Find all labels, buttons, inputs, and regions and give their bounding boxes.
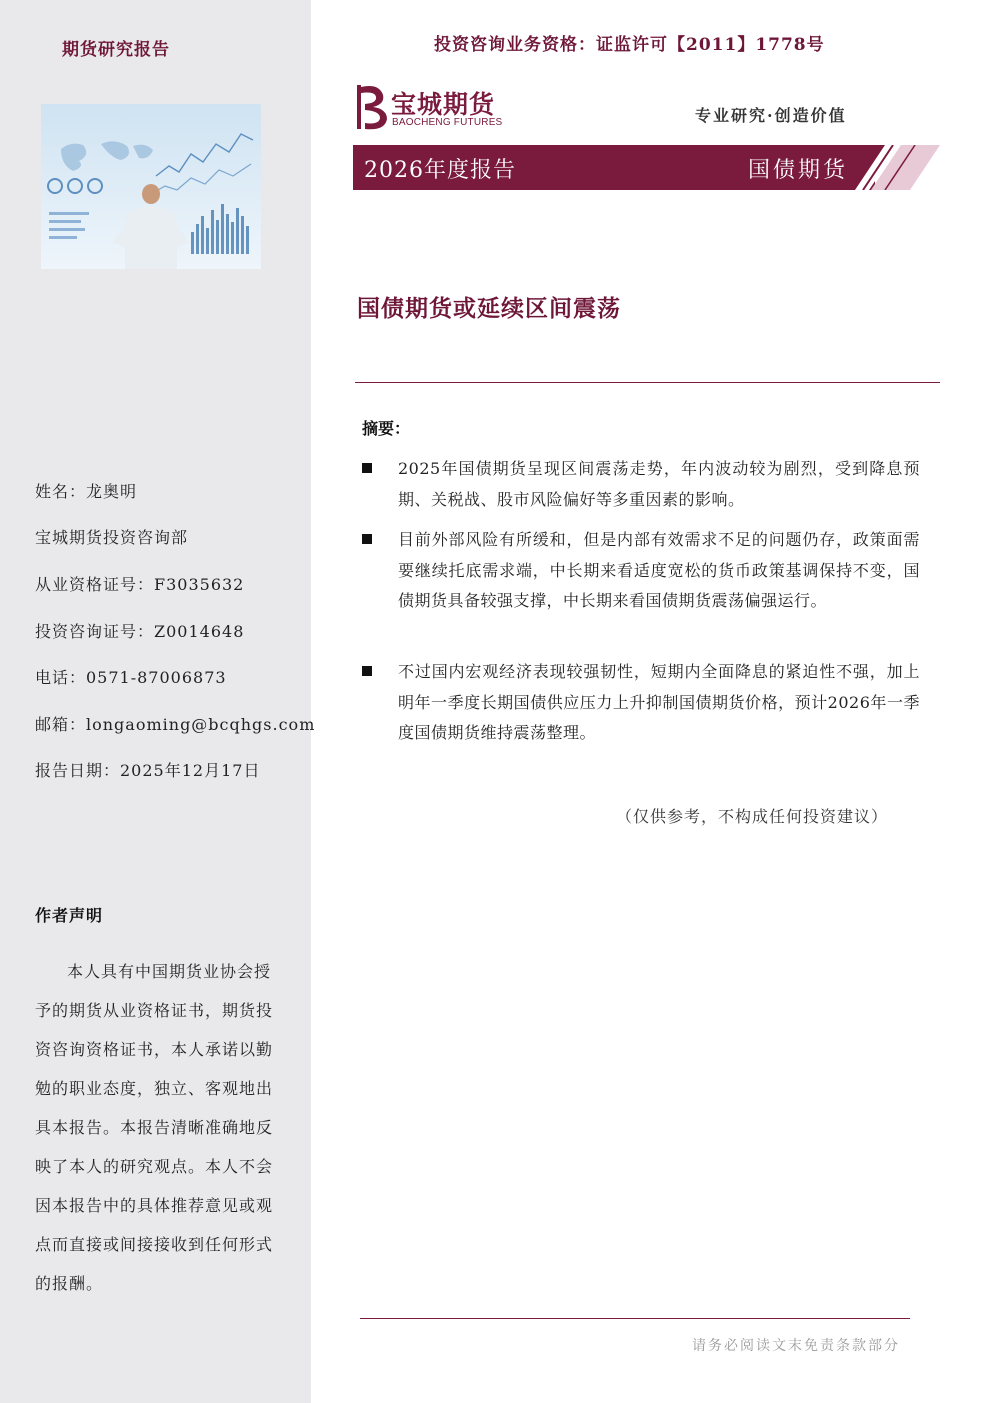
report-type-label: 期货研究报告	[62, 40, 170, 60]
title-divider	[355, 382, 940, 383]
bullet-square-icon	[362, 666, 372, 676]
declaration-title: 作者声明	[35, 906, 104, 925]
bullet-square-icon	[362, 534, 372, 544]
bullet-square-icon	[362, 463, 372, 473]
slogan: 专业研究·创造价值	[695, 106, 847, 125]
author-department: 宝城期货投资咨询部	[35, 528, 189, 547]
email-address: 邮箱：longaoming@bcqhgs.com	[35, 715, 316, 734]
summary-bullet-text: 目前外部风险有所缓和，但是内部有效需求不足的问题仍存，政策面需要继续托底需求端，中长期来看适度宽松的货币政策基调保持不变，国债期货具备较强支撑，中长期来看国债期货震荡偏强运行。	[398, 530, 920, 610]
phone-number: 电话：0571-87006873	[35, 668, 227, 687]
author-name: 姓名：龙奥明	[35, 482, 138, 501]
consult-license-number: 投资咨询证号：Z0014648	[35, 622, 245, 641]
disclaimer-note: （仅供参考，不构成任何投资建议）	[616, 807, 889, 826]
footer-note: 请务必阅读文末免责条款部分	[692, 1338, 900, 1354]
logo-text-cn: 宝城期货	[391, 90, 496, 119]
summary-bullet-text: 2025年国债期货呈现区间震荡走势，年内波动较为剧烈，受到降息预期、关税战、股市风险偏好等多重因素的影响。	[398, 459, 920, 509]
declaration-body: 本人具有中国期货业协会授予的期货从业资格证书，期货投资咨询资格证书，本人承诺以勤勉的职业态度，独立、客观地出具本报告。本报告清晰准确地反映了本人的研究观点。本人不会因本报告中的具体推荐意见或观点而直接或间接接收到任何形式的报酬。	[35, 962, 274, 1293]
banner-category: 国债期货	[748, 158, 849, 183]
report-banner	[353, 145, 940, 190]
banner-report-year: 2026年度报告	[364, 158, 516, 183]
company-logo	[353, 83, 523, 133]
sidebar	[0, 0, 316, 1403]
footer-divider	[360, 1318, 910, 1319]
hero-image	[41, 104, 261, 269]
summary-bullet-text: 不过国内宏观经济表现较强韧性，短期内全面降息的紧迫性不强，加上明年一季度长期国债供应压力上升抑制国债期货价格，预计2026年一季度国债期货维持震荡整理。	[398, 662, 920, 742]
qualification-text: 投资咨询业务资格：证监许可【2011】1778号	[434, 35, 825, 55]
summary-label: 摘要：	[362, 419, 411, 438]
logo-mark-icon	[353, 83, 389, 131]
report-date: 报告日期：2025年12月17日	[35, 761, 261, 780]
report-title: 国债期货或延续区间震荡	[357, 296, 621, 322]
logo-text-en: BAOCHENG FUTURES	[392, 117, 503, 128]
license-number: 从业资格证号：F3035632	[35, 575, 245, 594]
